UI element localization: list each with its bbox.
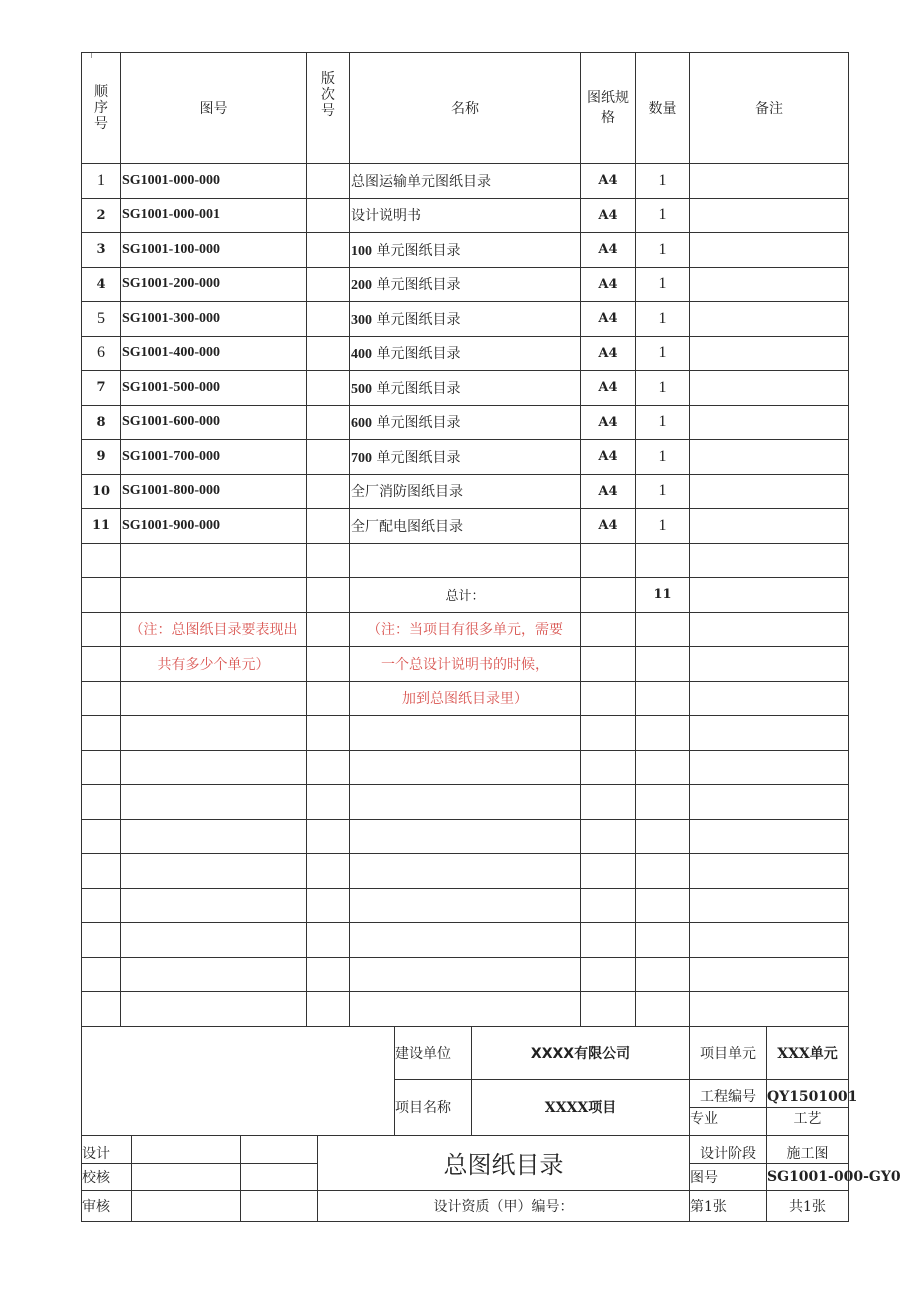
row-spec: A4 — [581, 302, 636, 337]
row-name: 设计说明书 — [350, 198, 581, 233]
row-name: 100 单元图纸目录 — [350, 233, 581, 268]
unit-label: 项目单元 — [690, 1026, 767, 1079]
row-seq: 3 — [82, 233, 121, 268]
row-seq: 5 — [82, 302, 121, 337]
table-row — [82, 267, 849, 302]
row-remark — [690, 371, 849, 406]
design-label: 设计 — [82, 1135, 132, 1163]
table-row — [82, 302, 849, 337]
drawing-no-label: 图号 — [690, 1163, 767, 1190]
row-remark — [690, 440, 849, 475]
row-name: 全厂配电图纸目录 — [350, 509, 581, 544]
row-seq: 4 — [82, 267, 121, 302]
row-remark — [690, 405, 849, 440]
note-left-2: 共有多少个单元） — [121, 647, 307, 682]
table-row — [82, 509, 849, 544]
row-qty: 1 — [636, 267, 690, 302]
row-name: 700 单元图纸目录 — [350, 440, 581, 475]
row-spec: A4 — [581, 371, 636, 406]
header-spec: 图纸规格 — [581, 53, 636, 164]
unit-value: XXX单元 — [767, 1026, 849, 1079]
note-row — [82, 681, 849, 716]
row-name: 全厂消防图纸目录 — [350, 474, 581, 509]
row-version — [307, 233, 350, 268]
row-remark — [690, 509, 849, 544]
row-remark — [690, 164, 849, 199]
project-value: XXXX项目 — [472, 1080, 690, 1135]
empty-row — [82, 923, 849, 958]
row-name: 总图运输单元图纸目录 — [350, 164, 581, 199]
row-seq: 7 — [82, 371, 121, 406]
note-right-3: 加到总图纸目录里） — [350, 681, 581, 716]
header-seq: 顺序号 — [82, 53, 121, 164]
review-label: 审核 — [82, 1190, 132, 1221]
proj-no-value: QY1501001 — [767, 1080, 848, 1108]
row-remark — [690, 233, 849, 268]
row-spec: A4 — [581, 405, 636, 440]
row-code: SG1001-600-000 — [121, 405, 307, 440]
empty-row — [82, 854, 849, 889]
row-version — [307, 302, 350, 337]
row-seq: 8 — [82, 405, 121, 440]
note-right-1: （注：当项目有很多单元，需要 — [350, 612, 581, 647]
blank-area — [82, 1026, 395, 1135]
discipline-label: 专业 — [690, 1110, 718, 1127]
header-name: 名称 — [350, 53, 581, 164]
row-spec: A4 — [581, 474, 636, 509]
row-seq: 2 — [82, 198, 121, 233]
drawing-index-sheet — [81, 52, 901, 1222]
row-spec: A4 — [581, 509, 636, 544]
row-version — [307, 198, 350, 233]
row-version — [307, 164, 350, 199]
row-code: SG1001-200-000 — [121, 267, 307, 302]
empty-row — [82, 992, 849, 1027]
row-code: SG1001-700-000 — [121, 440, 307, 475]
row-version — [307, 336, 350, 371]
row-qty: 1 — [636, 509, 690, 544]
row-seq: 10 — [82, 474, 121, 509]
table-row — [82, 164, 849, 199]
row-spec: A4 — [581, 440, 636, 475]
row-remark — [690, 302, 849, 337]
empty-row — [82, 750, 849, 785]
table-row — [82, 371, 849, 406]
drawing-index-table — [81, 52, 849, 1027]
row-version — [307, 405, 350, 440]
row-version — [307, 474, 350, 509]
drawing-no-value: SG1001-000-GY0 — [767, 1163, 849, 1190]
total-label: 总计： — [350, 578, 581, 613]
note-row — [82, 647, 849, 682]
discipline-value: 工艺 — [793, 1110, 822, 1127]
row-qty: 1 — [636, 233, 690, 268]
row-qty: 1 — [636, 302, 690, 337]
row-spec: A4 — [581, 164, 636, 199]
sheet-total: 共1张 — [767, 1190, 849, 1221]
row-code: SG1001-100-000 — [121, 233, 307, 268]
header-remark: 备注 — [690, 53, 849, 164]
row-spec: A4 — [581, 267, 636, 302]
row-code: SG1001-000-000 — [121, 164, 307, 199]
row-version — [307, 509, 350, 544]
row-code: SG1001-900-000 — [121, 509, 307, 544]
row-spec: A4 — [581, 198, 636, 233]
header-version: 版次号 — [307, 53, 350, 164]
row-remark — [690, 198, 849, 233]
row-version — [307, 267, 350, 302]
total-value: 11 — [636, 578, 690, 613]
empty-row — [82, 785, 849, 820]
table-header — [82, 53, 849, 164]
table-row — [82, 474, 849, 509]
proj-no-label: 工程编号 — [690, 1080, 766, 1108]
sheet-title: 总图纸目录 — [318, 1135, 690, 1190]
row-seq: 6 — [82, 336, 121, 371]
empty-row — [82, 543, 849, 578]
total-row — [82, 578, 849, 613]
row-qty: 1 — [636, 405, 690, 440]
row-qty: 1 — [636, 164, 690, 199]
stage-label: 设计阶段 — [690, 1135, 767, 1163]
sheet-no: 第1张 — [690, 1190, 767, 1221]
row-seq: 1 — [82, 164, 121, 199]
empty-row — [82, 957, 849, 992]
row-qty: 1 — [636, 198, 690, 233]
empty-row — [82, 819, 849, 854]
note-left-1: （注：总图纸目录要表现出 — [121, 612, 307, 647]
table-row — [82, 233, 849, 268]
row-remark — [690, 336, 849, 371]
title-block — [81, 1026, 901, 1222]
row-qty: 1 — [636, 336, 690, 371]
row-seq: 11 — [82, 509, 121, 544]
row-name: 400 单元图纸目录 — [350, 336, 581, 371]
table-row — [82, 405, 849, 440]
empty-row — [82, 888, 849, 923]
row-version — [307, 371, 350, 406]
note-right-2: 一个总设计说明书的时候， — [350, 647, 581, 682]
table-row — [82, 198, 849, 233]
stage-value: 施工图 — [767, 1135, 849, 1163]
row-name: 300 单元图纸目录 — [350, 302, 581, 337]
row-code: SG1001-000-001 — [121, 198, 307, 233]
row-code: SG1001-300-000 — [121, 302, 307, 337]
note-row — [82, 612, 849, 647]
row-qty: 1 — [636, 440, 690, 475]
table-row — [82, 440, 849, 475]
client-label: 建设单位 — [395, 1045, 451, 1062]
table-row — [82, 336, 849, 371]
row-name: 600 单元图纸目录 — [350, 405, 581, 440]
project-label: 项目名称 — [395, 1100, 451, 1116]
check-label: 校核 — [82, 1163, 132, 1190]
qualification: 设计资质（甲）编号： — [318, 1190, 690, 1221]
header-drawing-no: 图号 — [121, 53, 307, 164]
row-spec: A4 — [581, 336, 636, 371]
header-qty: 数量 — [636, 53, 690, 164]
row-seq: 9 — [82, 440, 121, 475]
row-name: 200 单元图纸目录 — [350, 267, 581, 302]
row-name: 500 单元图纸目录 — [350, 371, 581, 406]
row-remark — [690, 267, 849, 302]
row-qty: 1 — [636, 371, 690, 406]
row-spec: A4 — [581, 233, 636, 268]
row-remark — [690, 474, 849, 509]
empty-row — [82, 716, 849, 751]
client-value: XXXX有限公司 — [472, 1027, 690, 1079]
row-version — [307, 440, 350, 475]
row-code: SG1001-400-000 — [121, 336, 307, 371]
row-code: SG1001-800-000 — [121, 474, 307, 509]
row-code: SG1001-500-000 — [121, 371, 307, 406]
row-qty: 1 — [636, 474, 690, 509]
